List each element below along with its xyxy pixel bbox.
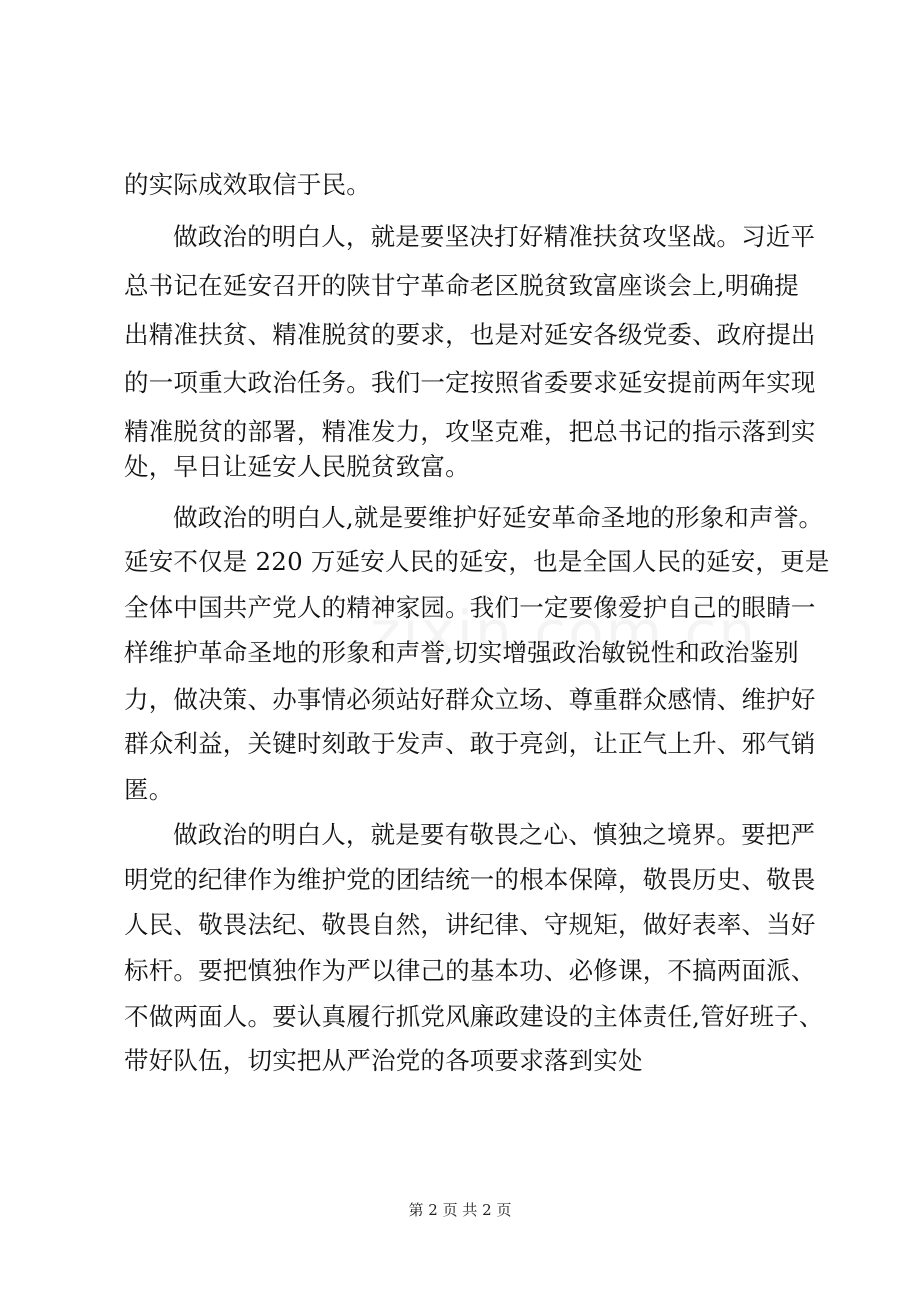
text-line: 匿。: [124, 775, 174, 804]
paragraph-first-line: 做政治的明白人，就是要坚决打好精准扶贫攻坚战。习近平: [173, 222, 816, 251]
text-line: 样维护革命圣地的形象和声誉,切实增强政治敏锐性和政治鉴别: [124, 638, 799, 667]
text-line: 标杆。要把慎独作为严以律己的基本功、必修课，不搞两面派、: [124, 956, 816, 985]
text-line: 出精准扶贫、精准脱贫的要求，也是对延安各级党委、政府提出: [124, 320, 816, 349]
text-line: 精准脱贫的部署，精准发力，攻坚克难，把总书记的指示落到实: [124, 417, 816, 446]
text-line: 明党的纪律作为维护党的团结统一的根本保障，敬畏历史、敬畏: [124, 865, 816, 894]
text-line: 的一项重大政治任务。我们一定按照省委要求延安提前两年实现: [124, 368, 816, 397]
text-line: 的实际成效取信于民。: [124, 170, 371, 199]
text-line: 人民、敬畏法纪、敬畏自然，讲纪律、守规矩，做好表率、当好: [124, 910, 816, 939]
paragraph-first-line: 做政治的明白人,就是要维护好延安革命圣地的形象和声誉。: [173, 503, 824, 532]
text-line: 处，早日让延安人民脱贫致富。: [124, 452, 470, 481]
page-footer: 第 2 页 共 2 页: [408, 1201, 512, 1219]
text-line: 全体中国共产党人的精神家园。我们一定要像爱护自己的眼睛一: [124, 593, 816, 622]
text-line: 总书记在延安召开的陕甘宁革命老区脱贫致富座谈会上,明确提: [124, 271, 799, 300]
text-line: 力，做决策、办事情必须站好群众立场、尊重群众感情、维护好: [124, 685, 816, 714]
text-line: 延安不仅是 220 万延安人民的延安，也是全国人民的延安，更是: [124, 547, 830, 576]
paragraph-first-line: 做政治的明白人，就是要有敬畏之心、慎独之境界。要把严: [173, 820, 816, 849]
text-line: 不做两面人。要认真履行抓党风廉政建设的主体责任,管好班子、: [124, 1002, 824, 1031]
text-line: 带好队伍，切实把从严治党的各项要求落到实处: [124, 1046, 643, 1075]
text-line: 群众利益，关键时刻敢于发声、敢于亮剑，让正气上升、邪气销: [124, 729, 816, 758]
